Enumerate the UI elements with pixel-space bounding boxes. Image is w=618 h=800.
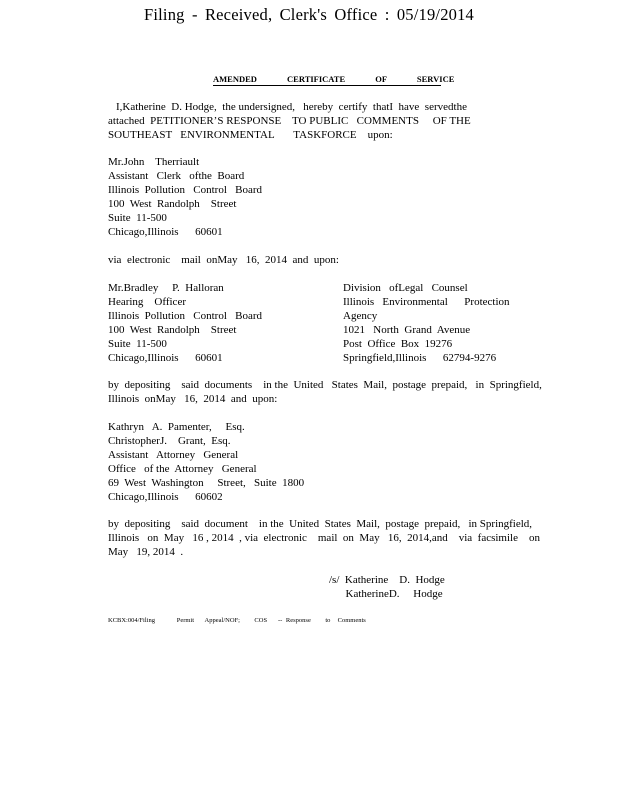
address-line: Agency xyxy=(343,310,378,322)
document-title: AMENDED CERTIFICATE OF SERVICE xyxy=(213,74,455,84)
address-line: Chicago,Illinois 60601 xyxy=(108,352,223,364)
address-line: Chicago,Illinois 60602 xyxy=(108,491,223,503)
deposit-paragraph-2-line-1: by depositing said document in the United States Mail, postage prepaid, in Springfield, xyxy=(108,518,533,530)
address-line: Kathryn A. Pamenter, Esq. xyxy=(108,421,245,433)
deposit-paragraph-1-line-1: by depositing said documents in the United States Mail, postage prepaid, in Springfield, xyxy=(108,379,542,391)
address-line: 69 West Washington Street, Suite 1800 xyxy=(108,477,305,489)
deposit-paragraph-2-line-3: May 19, 2014 . xyxy=(108,546,184,558)
filing-header: Filing - Received, Clerk's Office : 05/19/2014 xyxy=(143,5,475,24)
address-block-clerk xyxy=(108,155,262,239)
address-line: Office of the Attorney General xyxy=(108,463,257,475)
address-line: Illinois Environmental Protection xyxy=(343,296,510,308)
address-line: Post Office Box 19276 xyxy=(343,338,453,350)
address-line: 100 West Randolph Street xyxy=(108,324,237,336)
address-line: Assistant Clerk ofthe Board xyxy=(108,170,245,182)
address-line: ChristopherJ. Grant, Esq. xyxy=(108,435,231,447)
address-line: Illinois Pollution Control Board xyxy=(108,310,263,322)
signature-line-2: KatherineD. Hodge xyxy=(329,588,443,600)
address-line: Mr.John Therriault xyxy=(108,156,200,168)
address-line: Mr.Bradley P. Halloran xyxy=(108,282,224,294)
intro-line-1: I,Katherine D. Hodge, the undersigned, hereby certify thatI have servedthe xyxy=(116,101,467,113)
address-line: Suite 11-500 xyxy=(108,338,167,350)
address-line: Illinois Pollution Control Board xyxy=(108,184,263,196)
intro-line-3: SOUTHEAST ENVIRONMENTAL TASKFORCE upon: xyxy=(108,129,393,141)
deposit-paragraph-1-line-2: Illinois onMay 16, 2014 and upon: xyxy=(108,393,278,405)
service-method-1: via electronic mail onMay 16, 2014 and upon: xyxy=(108,254,339,266)
address-block-attorney-general xyxy=(108,420,304,504)
address-line: Hearing Officer xyxy=(108,296,186,308)
address-line: Chicago,Illinois 60601 xyxy=(108,226,223,238)
address-line: Assistant Attorney General xyxy=(108,449,239,461)
signature-line-1: /s/ Katherine D. Hodge xyxy=(329,574,445,586)
deposit-paragraph-2-line-2: Illinois on May 16 , 2014 , via electronic mail on May 16, 2014,and via facsimile on xyxy=(108,532,540,544)
intro-line-2: attached PETITIONER’S RESPONSE TO PUBLIC COMMENTS OF THE xyxy=(108,115,471,127)
address-block-legal-counsel xyxy=(343,281,510,365)
document-footer: KCBX:004/Filing Permit Appeal/NOF; COS -- Response to Comments xyxy=(108,617,366,624)
address-block-hearing-officer xyxy=(108,281,262,365)
address-line: 1021 North Grand Avenue xyxy=(343,324,471,336)
address-line: Suite 11-500 xyxy=(108,212,167,224)
address-line: Division ofLegal Counsel xyxy=(343,282,468,294)
address-line: Springfield,Illinois 62794-9276 xyxy=(343,352,497,364)
address-line: 100 West Randolph Street xyxy=(108,198,237,210)
